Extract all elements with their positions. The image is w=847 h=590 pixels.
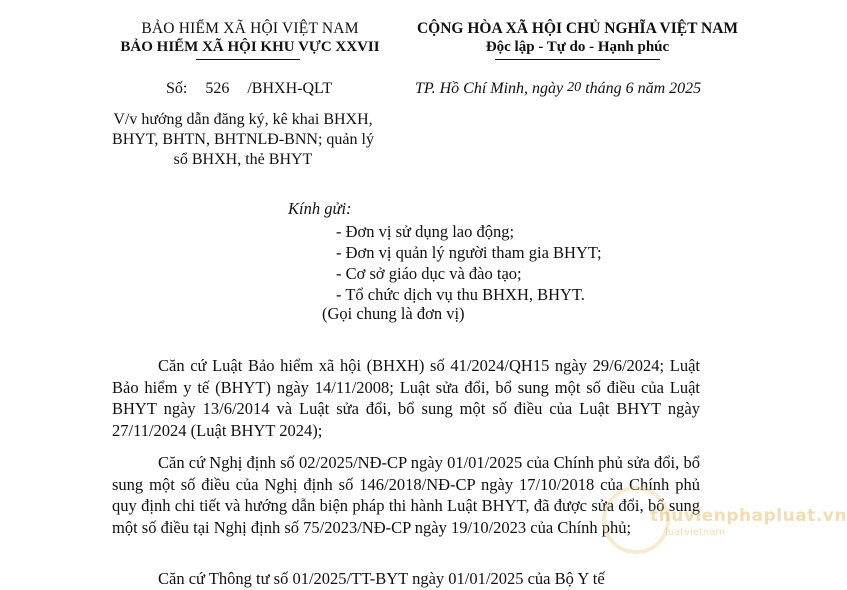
- number-value: 526: [205, 80, 230, 97]
- document-number: [166, 80, 332, 98]
- watermark-subtext: luatvietnam: [665, 527, 726, 538]
- number-suffix: /BHXH-QLT: [247, 80, 333, 97]
- place-date-prefix: TP. Hồ Chí Minh, ngày: [415, 80, 564, 97]
- body-paragraph-1: [112, 355, 700, 441]
- subject-line: V/v hướng dẫn đăng ký, kê khai BHXH, BHYT, BHTN, BHTNLĐ-BNN; quản lý sổ BHXH, thẻ BHYT: [112, 111, 374, 168]
- addressee-item: - Đơn vị quản lý người tham gia BHYT;: [336, 243, 602, 262]
- paragraph-text: Căn cứ Luật Bảo hiểm xã hội (BHXH) số 41/2024/QH15 ngày 29/6/2024; Luật Bảo hiểm y tế (BHYT) ngày 14/11/2008; Luật sửa đổi, bổ sung một số điều của Luật BHYT ngày 13/6/2014 và Luật sửa đổi, bổ sung một số điều của Luật BHYT ngày 27/11/2024 (Luật BHYT 2024);: [112, 356, 700, 440]
- place-date-suffix: tháng 6 năm 2025: [585, 80, 702, 97]
- watermark-text: thuvienphapluat.vn: [650, 506, 847, 526]
- org-name: BẢO HIỂM XÃ HỘI KHU VỰC XXVII: [120, 39, 380, 55]
- motto: Độc lập - Tự do - Hạnh phúc: [485, 39, 670, 55]
- addressee-item: - Cơ sở giáo dục và đào tạo;: [336, 264, 522, 283]
- place-date: [415, 80, 701, 98]
- number-label: Số:: [166, 80, 188, 97]
- org-parent: BẢO HIỂM XÃ HỘI VIỆT NAM: [141, 20, 359, 37]
- addressee-item: - Đơn vị sử dụng lao động;: [336, 222, 515, 241]
- greeting: Kính gửi:: [288, 199, 352, 218]
- republic-title: CỘNG HÒA XÃ HỘI CHỦ NGHĨA VIỆT NAM: [416, 20, 739, 37]
- date-day: 20: [567, 80, 582, 95]
- body-paragraph-3: [112, 568, 700, 590]
- motto-underline: [495, 59, 660, 60]
- paragraph-text: Căn cứ Thông tư số 01/2025/TT-BYT ngày 01/01/2025 của Bộ Y tế: [158, 569, 605, 588]
- org-underline: [196, 59, 300, 60]
- addressee-item: - Tổ chức dịch vụ thu BHXH, BHYT.: [336, 285, 585, 304]
- paragraph-text: Căn cứ Nghị định số 02/2025/NĐ-CP ngày 01/01/2025 của Chính phủ sửa đổi, bổ sung một số điều của Nghị định số 146/2018/NĐ-CP ngày 17/10/2018 của Chính phủ quy định chi tiết và hướng dẫn biện pháp thi hành Luật BHYT, đã được sửa đổi, bổ sung một số điều tại Nghị định số 75/2023/NĐ-CP ngày 19/10/2023 của Chính phủ;: [112, 453, 700, 537]
- addressee-general: (Gọi chung là đơn vị): [322, 304, 465, 323]
